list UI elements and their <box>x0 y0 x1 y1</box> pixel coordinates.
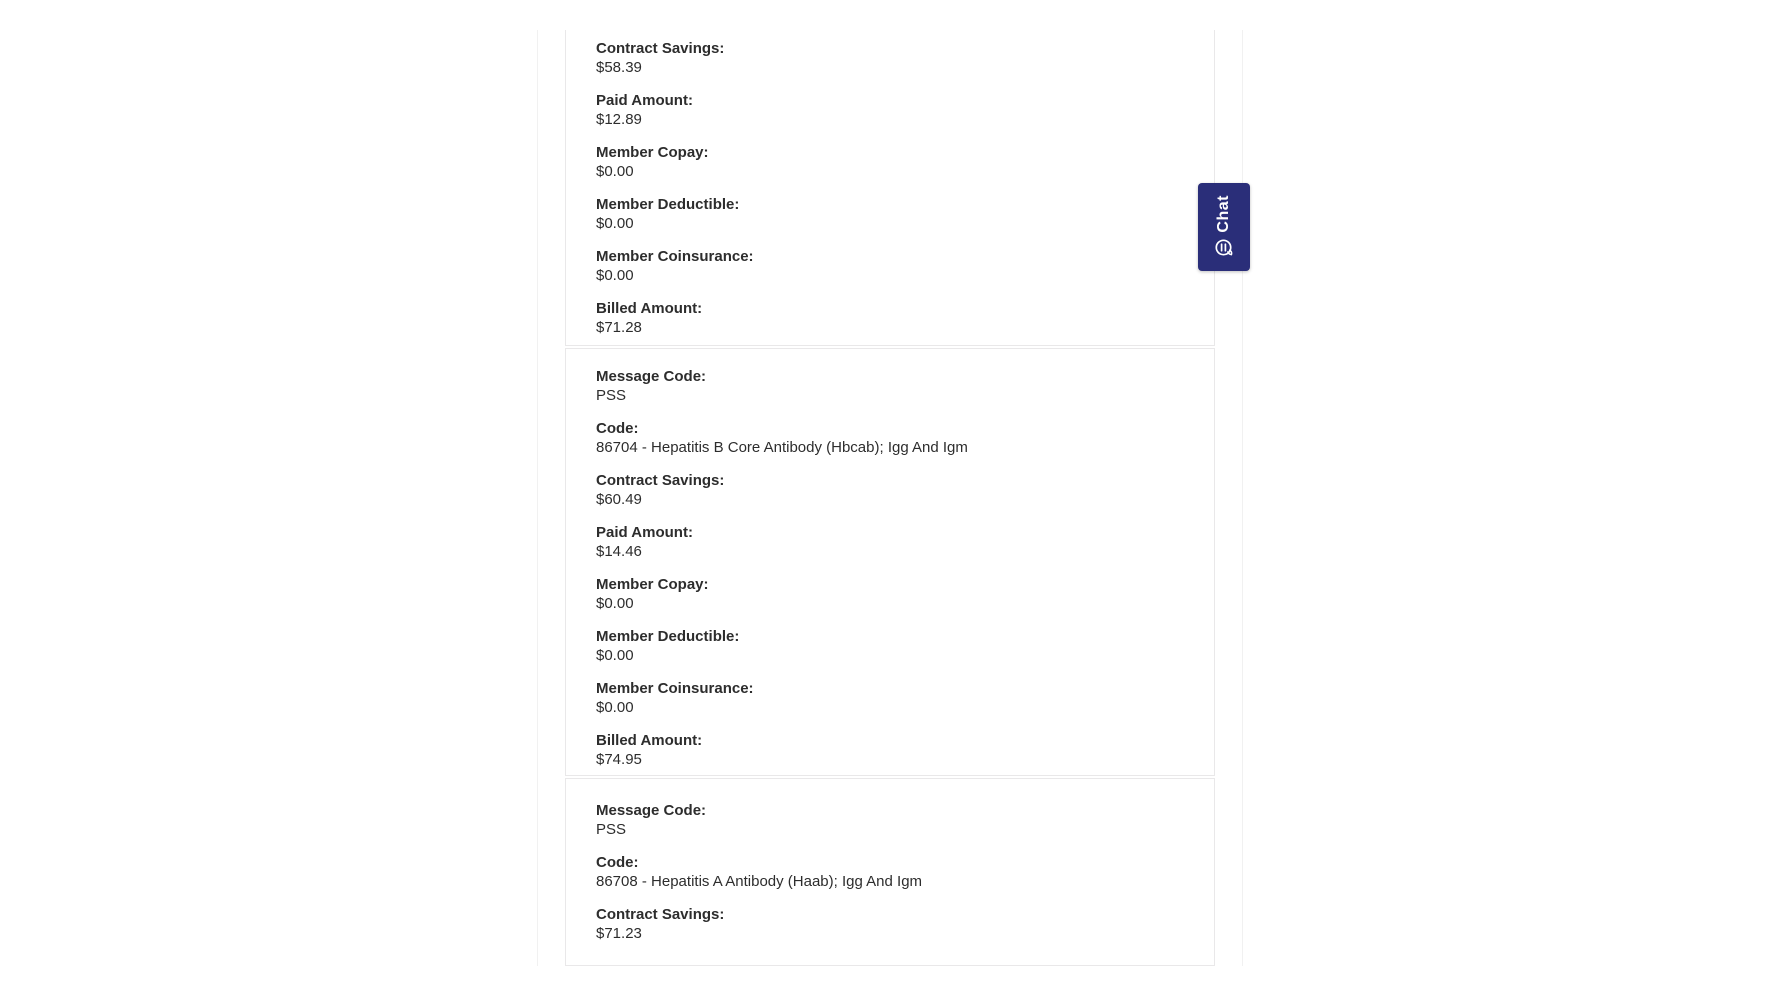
field-group <box>596 419 1184 457</box>
field-value: PSS <box>596 387 627 404</box>
field-value: $14.46 <box>596 543 642 560</box>
field-value: $74.95 <box>596 751 642 768</box>
field-value: $71.28 <box>596 319 642 336</box>
field-group <box>596 247 1184 285</box>
field-group <box>596 575 1184 613</box>
field-group <box>596 523 1184 561</box>
field-value: 86708 - Hepatitis A Antibody (Haab); Igg And Igm <box>596 873 923 890</box>
field-label: Member Coinsurance: <box>596 248 754 265</box>
field-value: $0.00 <box>596 267 634 284</box>
field-label: Billed Amount: <box>596 300 703 317</box>
claim-line-86704 <box>565 348 1215 776</box>
field-group <box>596 39 1184 77</box>
field-group <box>596 367 1184 405</box>
field-value: $0.00 <box>596 215 634 232</box>
field-group <box>596 299 1184 337</box>
field-value: $0.00 <box>596 163 634 180</box>
field-label: Code: <box>596 854 639 871</box>
claim-line-86708 <box>565 778 1215 966</box>
field-label: Member Copay: <box>596 576 709 593</box>
field-group <box>596 679 1184 717</box>
field-group <box>596 91 1184 129</box>
field-group <box>596 905 1184 943</box>
field-group <box>596 471 1184 509</box>
field-label: Paid Amount: <box>596 92 693 109</box>
field-group <box>596 853 1184 891</box>
field-label: Message Code: <box>596 802 707 819</box>
chat-label: Chat <box>1215 194 1232 233</box>
chat-button[interactable] <box>1198 183 1250 271</box>
field-label: Message Code: <box>596 368 707 385</box>
field-label: Contract Savings: <box>596 40 725 57</box>
field-value: $0.00 <box>596 647 634 664</box>
field-label: Contract Savings: <box>596 472 725 489</box>
field-value: $60.49 <box>596 491 642 508</box>
field-label: Code: <box>596 420 639 437</box>
claims-content-column <box>537 30 1243 966</box>
field-value: $0.00 <box>596 595 634 612</box>
field-label: Billed Amount: <box>596 732 703 749</box>
claim-line-partial-top <box>565 30 1215 346</box>
field-value: $12.89 <box>596 111 642 128</box>
field-value: $58.39 <box>596 59 642 76</box>
field-label: Contract Savings: <box>596 906 725 923</box>
field-group <box>596 143 1184 181</box>
field-label: Member Deductible: <box>596 196 740 213</box>
field-value: 86704 - Hepatitis B Core Antibody (Hbcab); Igg And Igm <box>596 439 968 456</box>
field-group <box>596 627 1184 665</box>
field-label: Member Copay: <box>596 144 709 161</box>
field-label: Member Deductible: <box>596 628 740 645</box>
chat-bubble-icon <box>1213 237 1235 259</box>
field-label: Paid Amount: <box>596 524 693 541</box>
field-value: PSS <box>596 821 627 838</box>
field-group <box>596 195 1184 233</box>
claim-lines-list <box>565 30 1215 966</box>
field-label: Member Coinsurance: <box>596 680 754 697</box>
field-group <box>596 801 1184 839</box>
field-group <box>596 731 1184 769</box>
field-value: $71.23 <box>596 925 642 942</box>
field-value: $0.00 <box>596 699 634 716</box>
